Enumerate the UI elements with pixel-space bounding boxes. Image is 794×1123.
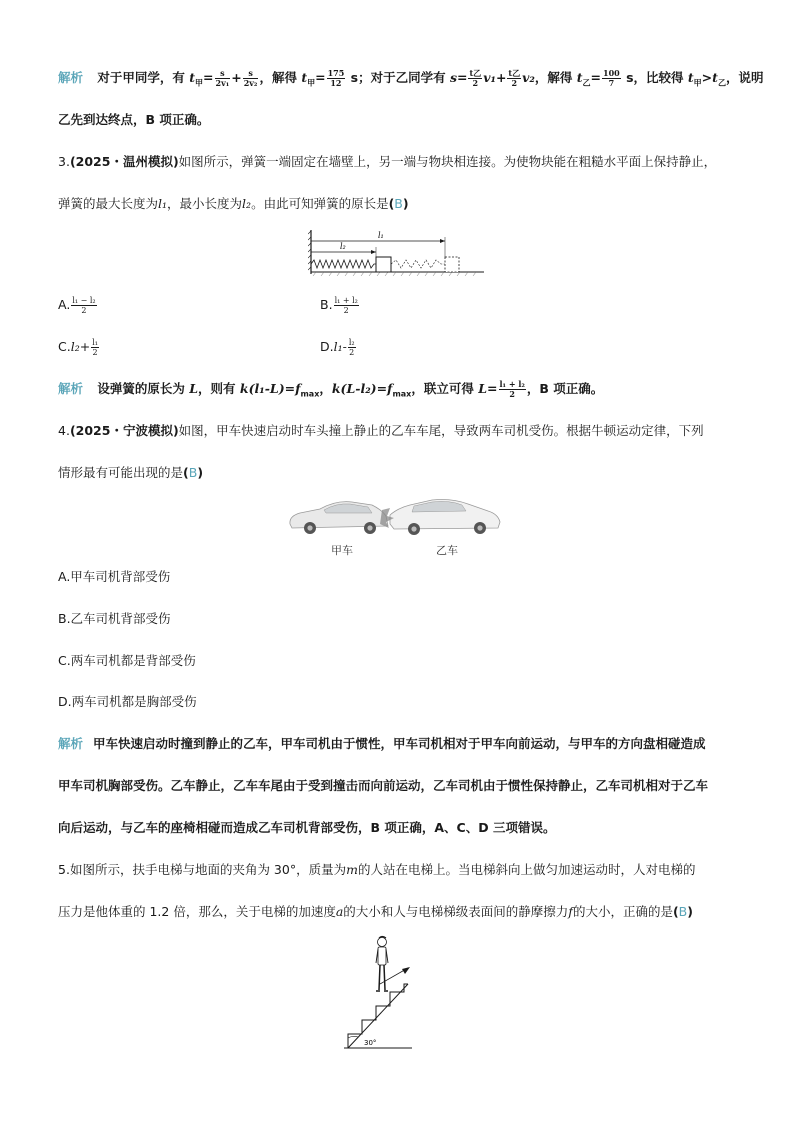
q4-option-d[interactable]: D.两车司机都是胸部受伤 [58, 694, 197, 709]
text: ( [672, 904, 679, 919]
q3-stem-line2 [58, 195, 409, 213]
option-label: C. [58, 339, 71, 354]
text: 设弹簧的原长为 [97, 381, 185, 396]
text: ) [402, 196, 409, 211]
block-stretched [445, 257, 459, 272]
block-compressed [376, 257, 391, 272]
arrowhead [371, 250, 376, 254]
stretched-spring [391, 260, 445, 268]
frac-den: 2 [472, 78, 479, 88]
subscript: 甲 [195, 78, 204, 88]
var-l1: l₁ [158, 196, 168, 211]
frac-den: 2 [343, 306, 349, 315]
text: 。由此可知弹簧的原长是 [251, 196, 389, 211]
var-l2: l₂ [242, 196, 252, 211]
text: ( [388, 196, 395, 211]
text: l₂+ [70, 339, 91, 354]
text: = [203, 70, 214, 85]
frac-num: t乙 [508, 68, 521, 78]
fraction [215, 69, 231, 88]
spring-figure [308, 226, 488, 278]
frac-den: 2v₂ [243, 78, 258, 88]
arrowhead [440, 239, 445, 243]
var-L: L [189, 381, 199, 396]
q3-stem-line1 [58, 153, 716, 171]
text: ， [319, 381, 332, 396]
q5-stem-line2 [58, 903, 693, 921]
car-label-yi: 乙车 [436, 544, 458, 557]
frac-num: l₁ + l₂ [334, 296, 358, 305]
var-L: L [478, 381, 488, 396]
text: ，联立可得 [411, 381, 474, 396]
fraction [91, 338, 99, 357]
text: = [315, 70, 326, 85]
car-label-jia: 甲车 [331, 544, 353, 557]
text: ，最小长度为 [167, 196, 243, 211]
frac-num: l₂ [348, 338, 355, 347]
frac-num: l₁ − l₂ [72, 296, 96, 305]
arrowhead [402, 967, 410, 974]
var-t: t [687, 70, 694, 85]
text: ，解得 [534, 70, 573, 85]
var-v1: v₁ [483, 70, 496, 85]
fraction [468, 69, 482, 88]
frac-num: 175 [327, 68, 345, 78]
answer: B [188, 465, 198, 480]
label-l2: l₂ [340, 242, 346, 251]
subscript: 乙 [582, 78, 591, 88]
fraction [348, 338, 356, 357]
compressed-spring [311, 260, 376, 268]
text: = [590, 70, 602, 85]
frac-num: s [215, 69, 231, 79]
question-number: 4. [58, 423, 70, 438]
question-number: 5. [58, 862, 70, 877]
equation: k(L-l₂)=f [331, 381, 393, 396]
text: s；对于乙同学有 [350, 70, 446, 85]
q4-analysis-line3: 向后运动，与乙车的座椅相碰而造成乙车司机背部受伤，B 项正确，A、C、D 三项错误。 [58, 820, 556, 835]
text: ) [197, 465, 204, 480]
var-a: a [335, 904, 344, 919]
frac-den: 2 [509, 389, 515, 399]
text: ) [687, 904, 693, 919]
text: = [487, 381, 498, 396]
frac-den: 7 [608, 78, 615, 88]
frac-num: l₁ + l₂ [499, 379, 525, 389]
text: > [701, 70, 713, 85]
question-source: (2025・温州模拟) [69, 154, 179, 169]
text: ，B 项正确。 [526, 381, 604, 396]
car-yi [390, 500, 500, 536]
text: 如图所示，弹簧一端固定在墙壁上，另一端与物块相连接。为使物块能在粗糙水平面上保持静止， [178, 154, 717, 169]
incline [348, 984, 408, 1048]
text: 对于甲同学，有 [97, 70, 185, 85]
q3-option-a[interactable] [58, 296, 98, 315]
angle-label: 30° [364, 1039, 377, 1047]
option-label: D. [320, 339, 334, 354]
car-jia [290, 502, 388, 534]
text: ，则有 [198, 381, 236, 396]
fraction [499, 380, 526, 399]
q4-stem-line1 [58, 422, 704, 440]
q4-option-a[interactable]: A.甲车司机背部受伤 [58, 569, 171, 584]
text: 甲车快速启动时撞到静止的乙车，甲车司机由于惯性，甲车司机相对于甲车向前运动，与甲车的方向盘相碰造成 [93, 736, 706, 751]
subscript: 甲 [693, 78, 702, 88]
answer: B [394, 196, 403, 211]
frac-num: 100 [603, 68, 620, 78]
q3-option-b[interactable] [320, 296, 360, 315]
fraction [71, 296, 96, 315]
frac-den: 2v₁ [215, 78, 230, 88]
var-s: s [449, 70, 457, 85]
car-collision-figure [286, 494, 506, 542]
question-number: 3. [58, 154, 70, 169]
analysis-tag: 解析 [58, 70, 84, 85]
subscript: 甲 [307, 78, 316, 88]
var-m: m [346, 862, 358, 877]
frac-den: 2 [92, 348, 98, 357]
q4-option-b[interactable]: B.乙车司机背部受伤 [58, 611, 171, 626]
q5-stem-line1 [58, 861, 695, 879]
q2-analysis-line2: 乙先到达终点，B 项正确。 [58, 112, 210, 127]
equation: k(l₁-L)=f [239, 381, 301, 396]
frac-den: 2 [81, 306, 87, 315]
text: 压力是他体重的 1.2 倍，那么，关于电梯的加速度 [58, 904, 336, 919]
text: 的大小，正确的是 [572, 904, 673, 919]
frac-den: 12 [330, 78, 342, 88]
text: = [457, 70, 468, 85]
text: 的人站在电梯上。当电梯斜向上做匀加速运动时，人对电梯的 [357, 862, 696, 877]
text: + [231, 70, 242, 85]
frac-den: 2 [349, 348, 355, 357]
q3-analysis [58, 380, 603, 404]
text: 如图所示，扶手电梯与地面的夹角为 30°，质量为 [69, 862, 347, 877]
label-l1: l₁ [378, 231, 384, 240]
text: ，说明 [725, 70, 764, 85]
subscript: max [392, 389, 412, 399]
fraction [602, 69, 621, 88]
text: s，比较得 [626, 70, 684, 85]
frac-num: t乙 [469, 68, 482, 78]
q3-option-d[interactable] [320, 338, 357, 357]
q4-analysis-line1 [58, 735, 706, 753]
var-v2: v₂ [522, 70, 535, 85]
escalator-figure [344, 932, 416, 1050]
frac-den: 2 [511, 78, 518, 88]
analysis-tag: 解析 [58, 736, 84, 751]
q4-analysis-line2: 甲车司机胸部受伤。乙车静止，乙车车尾由于受到撞击而向前运动，乙车司机由于惯性保持静止，乙车司机相对于乙车 [58, 778, 709, 793]
subscript: max [300, 389, 320, 399]
analysis-tag: 解析 [58, 381, 84, 396]
fraction [334, 296, 359, 315]
text: + [495, 70, 507, 85]
q4-stem-line2 [58, 464, 203, 482]
var-t: t [301, 70, 308, 85]
q4-option-c[interactable]: C.两车司机都是背部受伤 [58, 653, 196, 668]
text: 如图，甲车快速启动时车头撞上静止的乙车车尾，导致两车司机受伤。根据牛顿运动定律，下列 [178, 423, 704, 438]
text: 弹簧的最大长度为 [58, 196, 159, 211]
ground-hatch [313, 272, 476, 276]
fraction [243, 69, 259, 88]
var-t: t [712, 70, 718, 85]
answer: B [678, 904, 688, 919]
frac-num: s [243, 69, 259, 79]
var-f: f [568, 904, 573, 919]
frac-num: l₁ [92, 338, 98, 347]
q3-option-c[interactable] [58, 338, 100, 357]
var-t: t [189, 70, 196, 85]
option-label: A. [58, 297, 71, 312]
angle-arc [348, 1036, 358, 1038]
fraction [507, 69, 521, 88]
text: ( [183, 465, 189, 480]
subscript: 乙 [717, 78, 726, 88]
text: ，解得 [259, 70, 297, 85]
q2-analysis-line1 [58, 69, 763, 93]
fraction [327, 69, 346, 88]
var-t: t [576, 70, 583, 85]
text: 情形最有可能出现的是 [58, 465, 184, 480]
option-label: B. [320, 297, 333, 312]
text: 的大小和人与电梯梯级表面间的静摩擦力 [343, 904, 569, 919]
text: l₁- [333, 339, 347, 354]
question-source: (2025・宁波模拟) [69, 423, 179, 438]
